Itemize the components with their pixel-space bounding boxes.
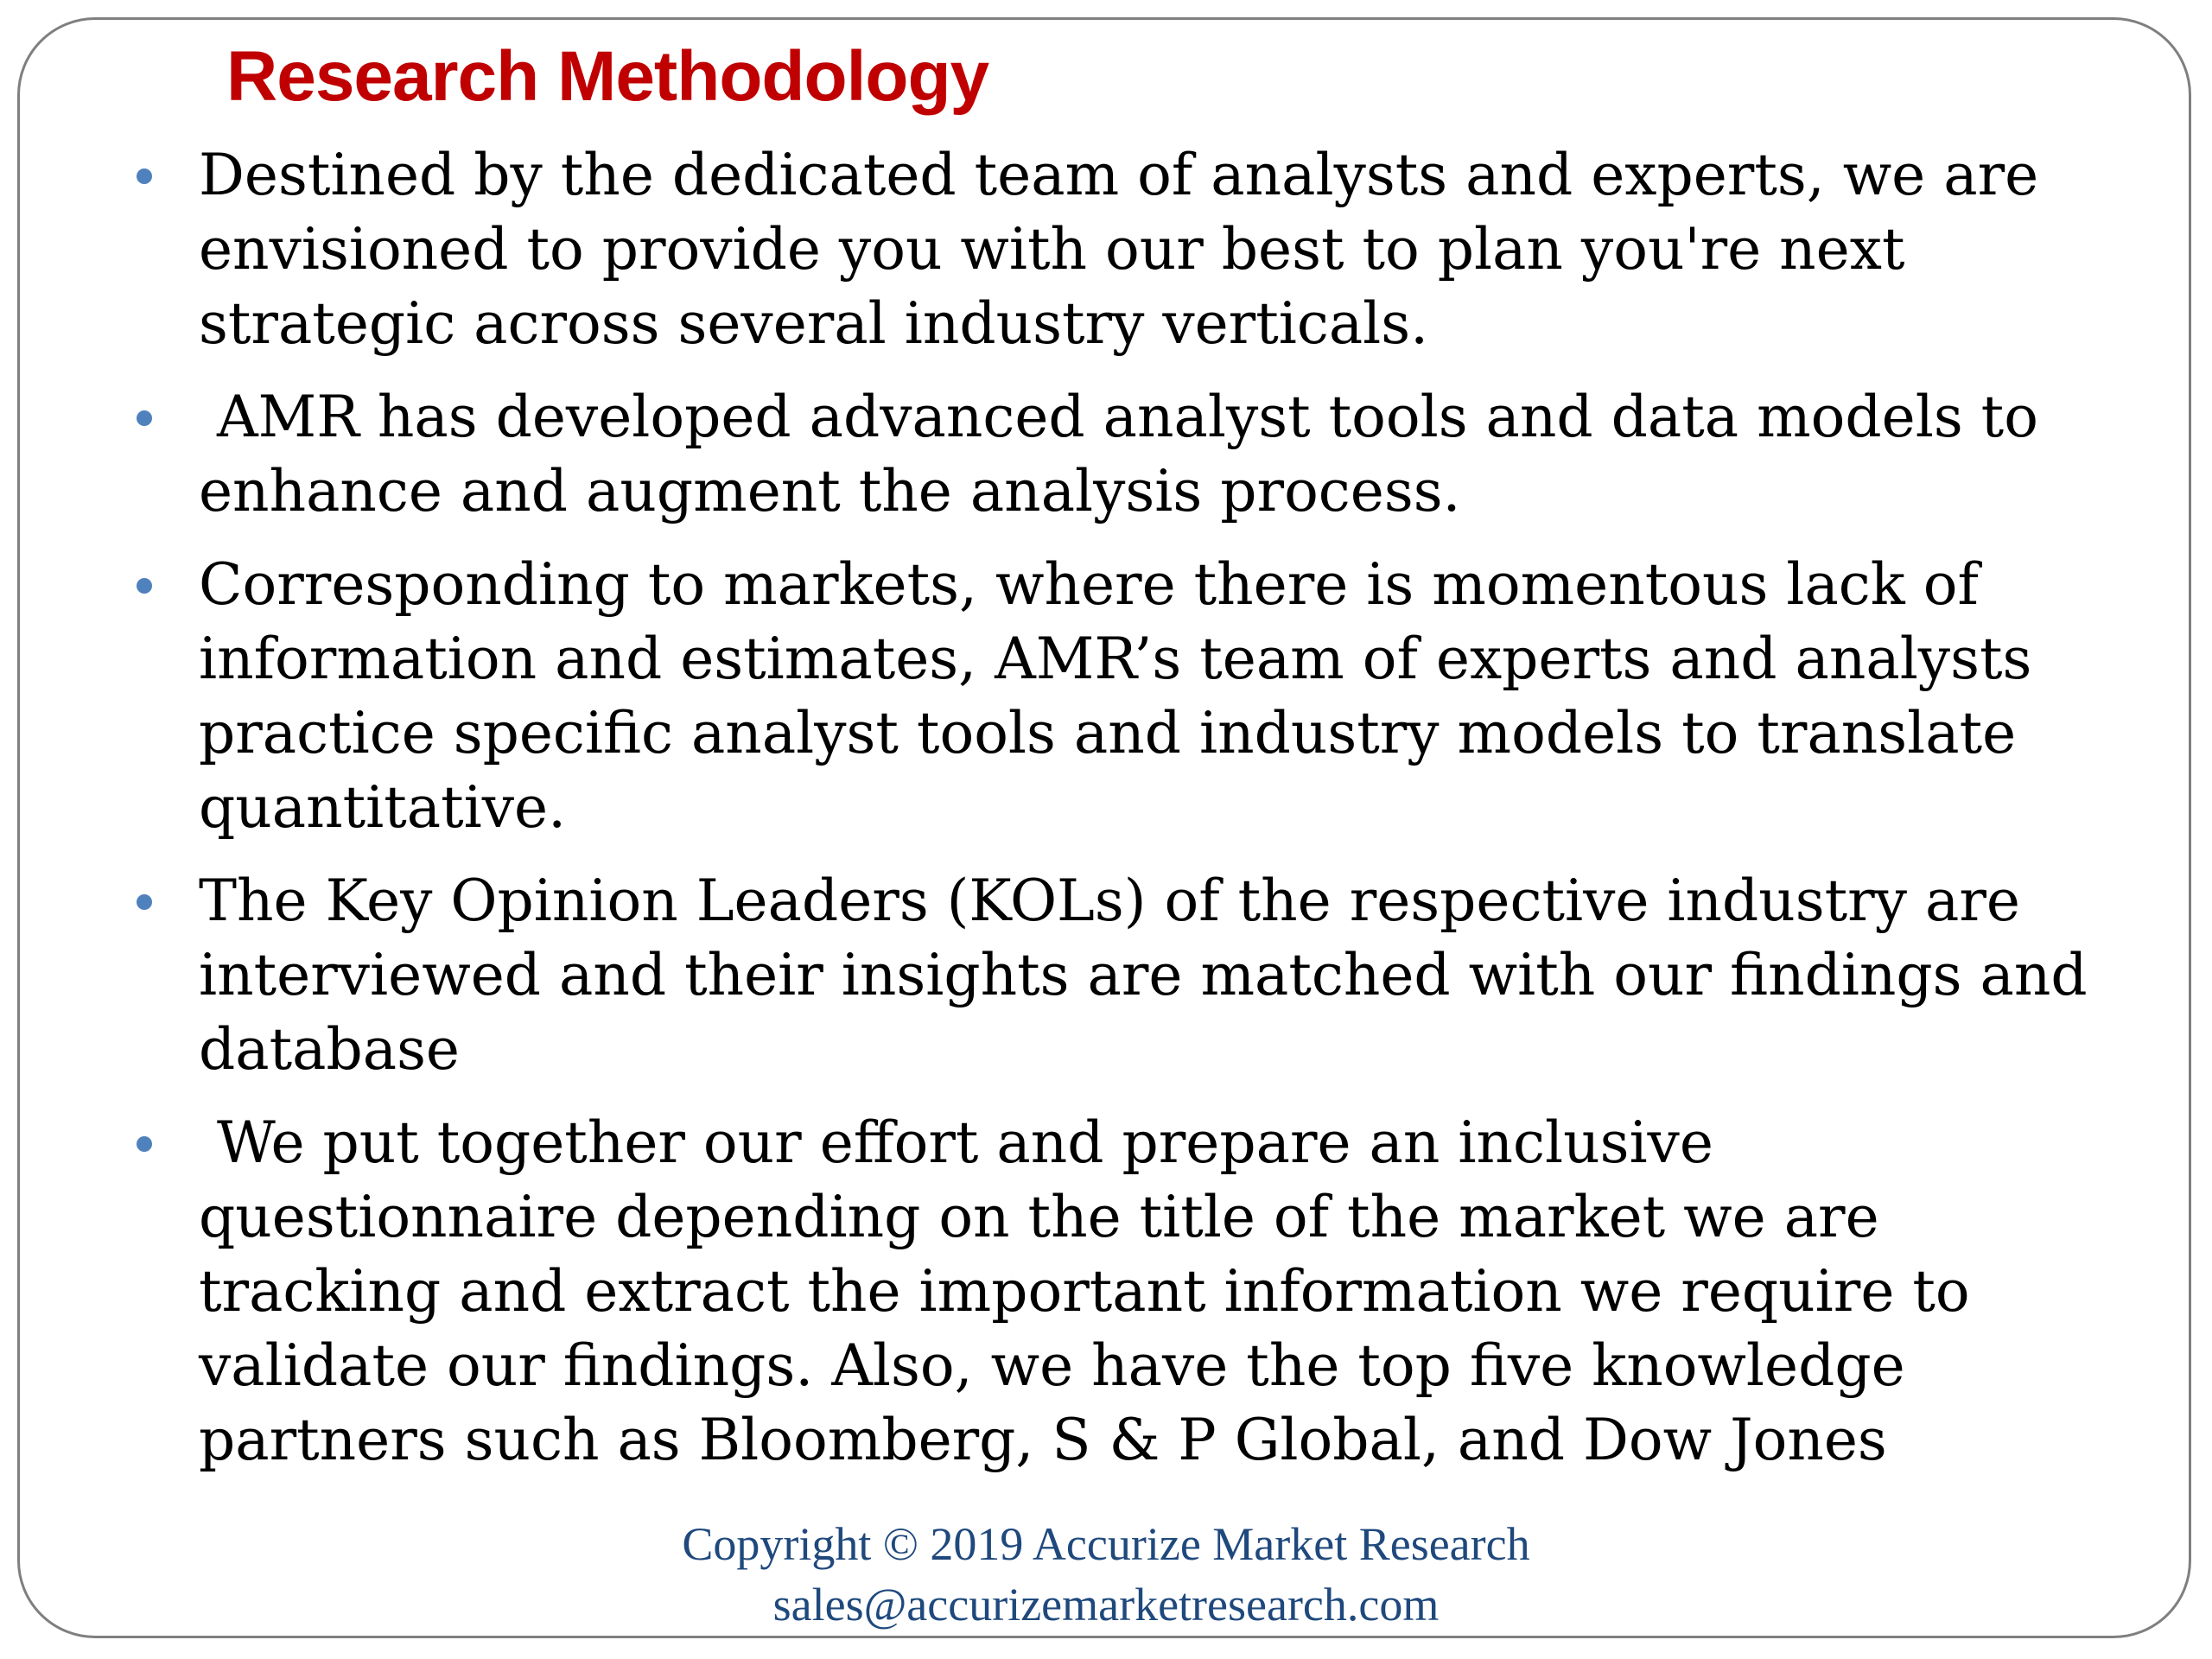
bullet-dot-icon: [137, 578, 152, 594]
footer-copyright: Copyright © 2019 Accurize Market Research: [682, 1518, 1530, 1570]
bullet-dot-icon: [137, 410, 152, 426]
bullet-item: [137, 1106, 2115, 1478]
bullet-text: AMR has developed advanced analyst tools and data models to enhance and augment the analysis process.: [199, 384, 2056, 524]
bullet-item: [137, 380, 2115, 529]
bullet-item: [137, 548, 2115, 845]
bullet-text: Corresponding to markets, where there is momentous lack of information and estimates, AMR’s team of experts and analysts practice specific analyst tools and industry models to translate quantitative.: [199, 551, 2032, 841]
bullet-item: [137, 138, 2115, 361]
bullet-dot-icon: [137, 1136, 152, 1152]
bullet-list: [137, 138, 2115, 1497]
bullet-text: Destined by the dedicated team of analysts and experts, we are envisioned to provide you with our best to plan you're next strategic across several industry verticals.: [199, 142, 2039, 357]
footer-email[interactable]: sales@accurizemarketresearch.com: [772, 1579, 1440, 1630]
bullet-dot-icon: [137, 894, 152, 910]
bullet-text: The Key Opinion Leaders (KOLs) of the respective industry are interviewed and their insights are matched with our findings and database: [199, 868, 2088, 1083]
page-title: Research Methodology: [226, 37, 989, 116]
bullet-text: We put together our effort and prepare an inclusive questionnaire depending on the title of the market we are tracking and extract the important information we require to validate our findings. Also, we have the top five knowledge partners such as Bloomberg, S & P Global, and Dow Jones: [199, 1109, 1988, 1473]
bullet-dot-icon: [137, 168, 152, 184]
bullet-item: [137, 864, 2115, 1087]
